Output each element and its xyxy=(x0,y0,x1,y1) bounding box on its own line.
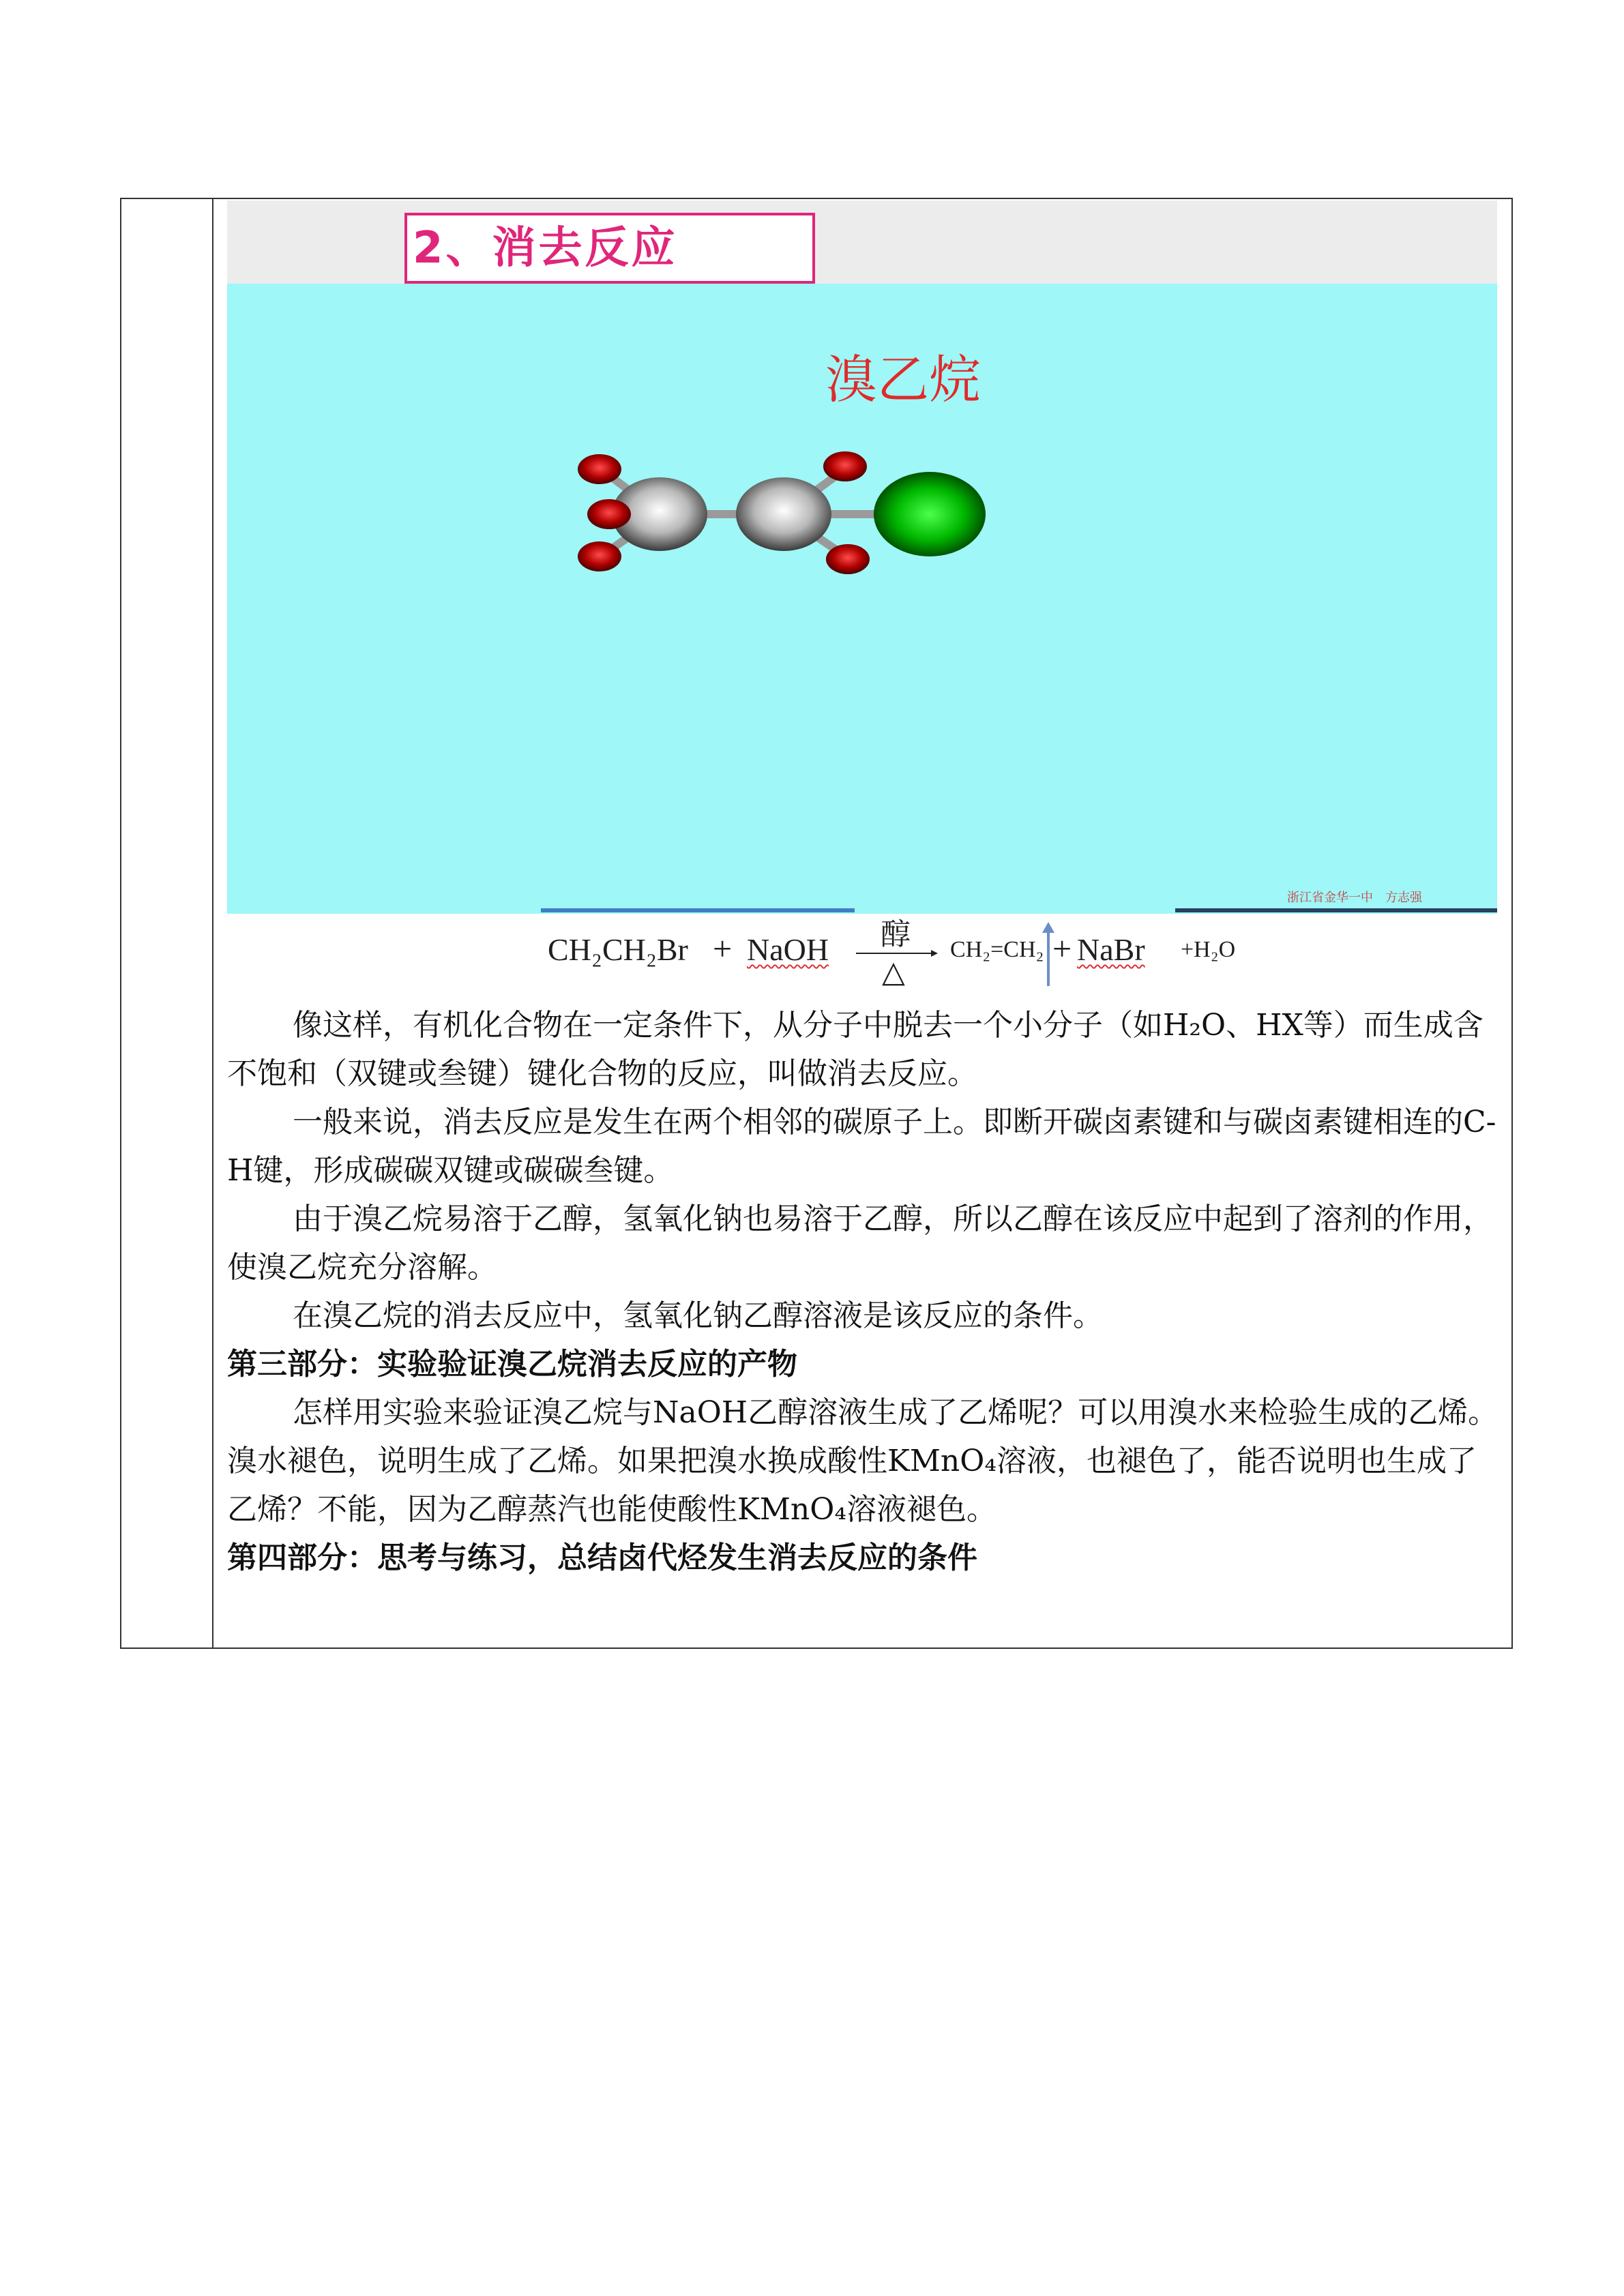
bromine-atom xyxy=(874,472,986,556)
plus-sign: + xyxy=(713,929,733,968)
reaction-equation xyxy=(227,912,1509,1008)
condition-heat: △ xyxy=(882,955,905,989)
paragraph-condition: 在溴乙烷的消去反应中，氢氧化钠乙醇溶液是该反应的条件。 xyxy=(293,1298,1103,1333)
product-nabr: NaBr xyxy=(1077,932,1145,967)
paragraph-definition: 像这样，有机化合物在一定条件下，从分子中脱去一个小分子（如H₂O、HX等）而生成含不饱和（双键或叁键）键化合物的反应，叫做消去反应。 xyxy=(227,1008,1483,1091)
bromoethane-model xyxy=(227,284,1497,914)
slide-body xyxy=(227,284,1497,914)
hydrogen-atom xyxy=(587,499,631,529)
carbon-atom-2 xyxy=(736,477,831,551)
slide-header xyxy=(227,200,1497,284)
condition-alcohol: 醇 xyxy=(881,918,911,951)
slide-credit: 浙江省金华一中 方志强 xyxy=(1287,891,1422,905)
plus-sign: + xyxy=(1052,929,1072,968)
section-label: 2、消去反应 xyxy=(404,213,815,284)
column-divider xyxy=(212,199,213,1648)
paragraph-experiment: 怎样用实验来验证溴乙烷与NaOH乙醇溶液生成了乙烯呢？可以用溴水来检验生成的乙烯。溴水褪色，说明生成了乙烯。如果把溴水换成酸性KMnO₄溶液，也褪色了，能否说明也生成了乙烯？不能，因为乙醇蒸汽也能使酸性KMnO₄溶液褪色。 xyxy=(227,1395,1498,1527)
hydrogen-atom xyxy=(823,451,867,481)
section-heading-4: 第四部分：思考与练习，总结卤代烃发生消去反应的条件 xyxy=(227,1540,977,1575)
section-heading-3: 第三部分：实验验证溴乙烷消去反应的产物 xyxy=(227,1347,797,1382)
molecule-title: 溴乙烷 xyxy=(825,349,981,410)
hydrogen-atom xyxy=(578,454,621,484)
paragraph-mechanism: 一般来说，消去反应是发生在两个相邻的碳原子上。即断开碳卤素键和与碳卤素键相连的C-H键，形成碳碳双键或碳碳叁键。 xyxy=(227,1105,1496,1188)
product-water: +H₂O xyxy=(1181,937,1236,962)
content-cell xyxy=(227,199,1509,1648)
reactant-bromoethane: CH₂CH₂Br xyxy=(548,932,688,967)
paragraph-solvent: 由于溴乙烷易溶于乙醇，氢氧化钠也易溶于乙醇，所以乙醇在该反应中起到了溶剂的作用，使溴乙烷充分溶解。 xyxy=(227,1202,1493,1285)
product-ethene: CH₂=CH₂ xyxy=(950,937,1044,962)
slide-image xyxy=(227,200,1497,914)
table-frame xyxy=(120,198,1513,1649)
hydrogen-atom xyxy=(826,544,870,574)
reactant-naoh: NaOH xyxy=(747,932,829,967)
hydrogen-atom xyxy=(578,541,621,571)
